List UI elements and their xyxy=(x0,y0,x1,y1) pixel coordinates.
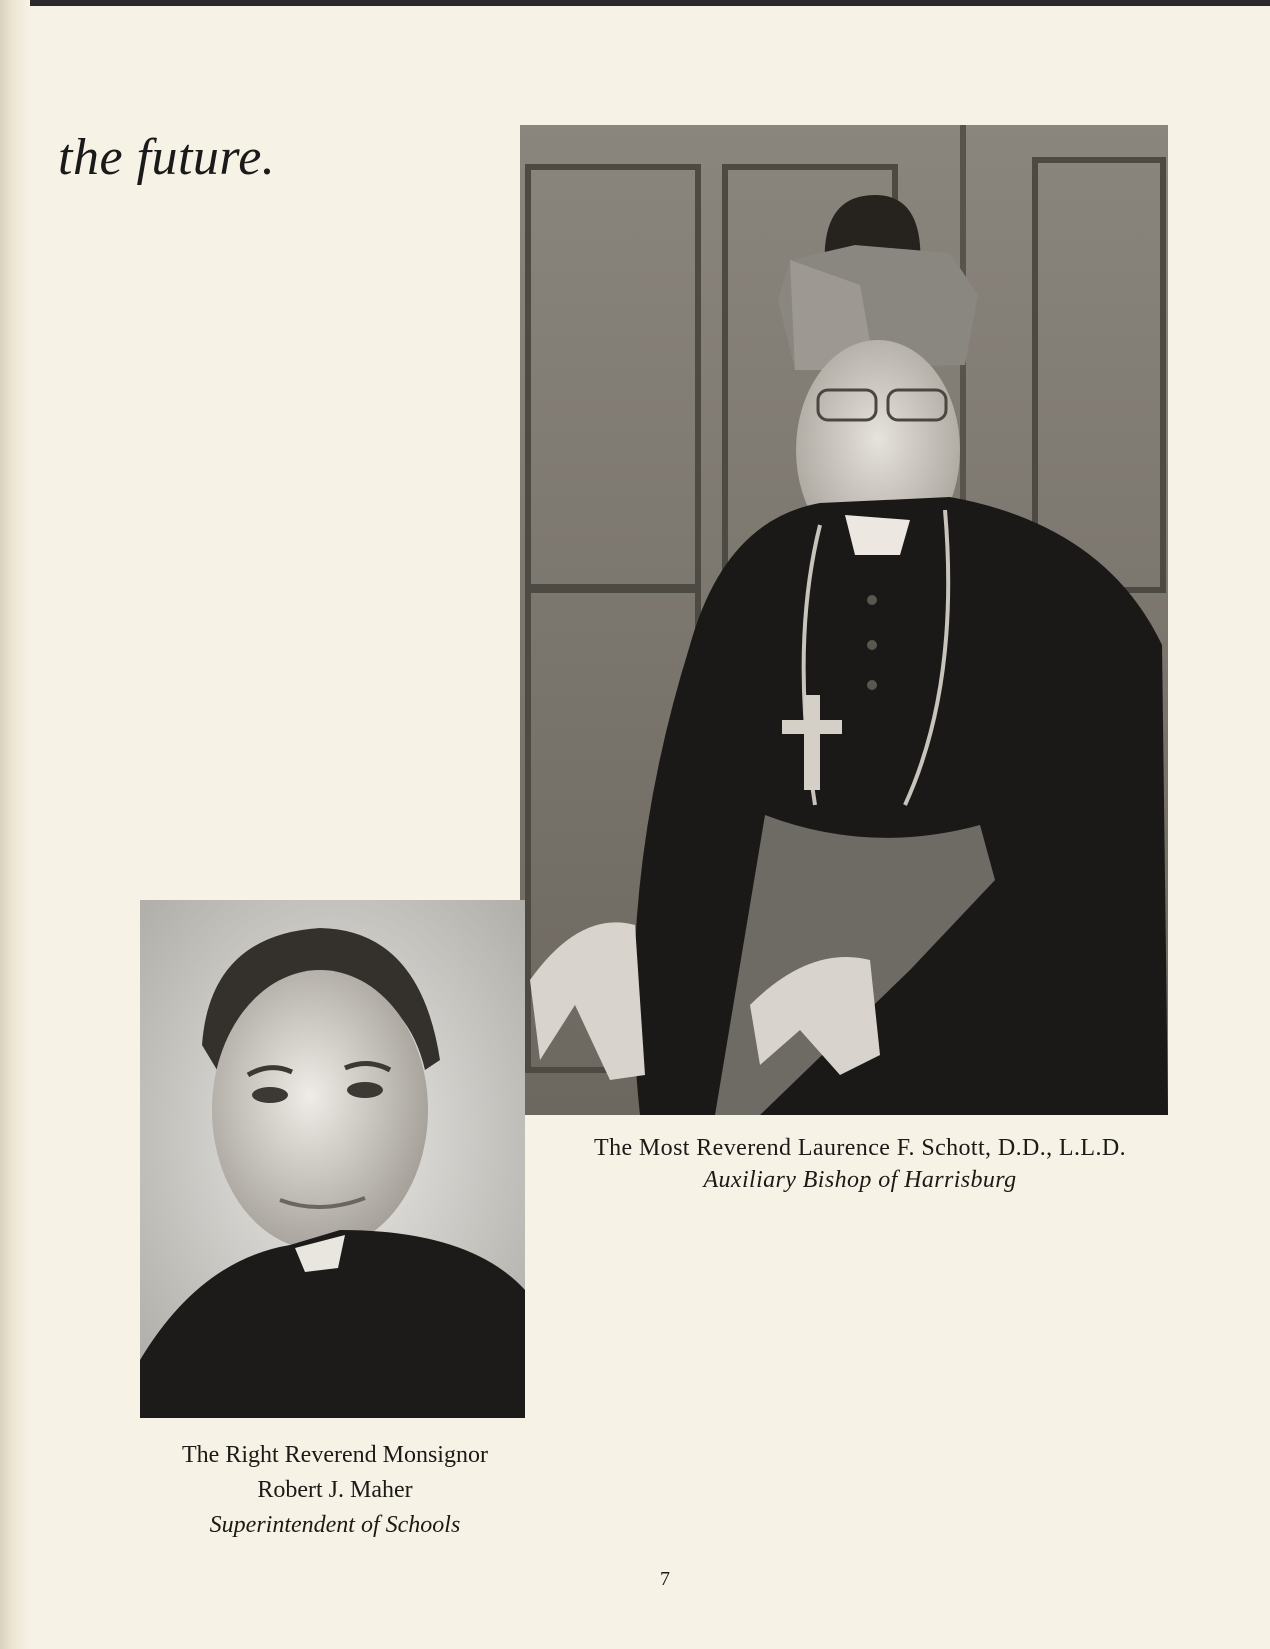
bishop-title: Auxiliary Bishop of Harrisburg xyxy=(703,1167,1017,1193)
monsignor-portrait-photo xyxy=(140,900,525,1418)
bishop-caption xyxy=(540,1132,1180,1196)
monsignor-caption xyxy=(140,1438,530,1543)
bishop-name: The Most Reverend Laurence F. Schott, D.D., L.L.D. xyxy=(594,1135,1126,1161)
monsignor-name-line2: Robert J. Maher xyxy=(257,1477,413,1503)
page-heading: the future. xyxy=(58,129,276,186)
monsignor-title: Superintendent of Schools xyxy=(209,1512,461,1538)
page-number: 7 xyxy=(660,1568,670,1590)
page-top-edge xyxy=(0,0,1270,6)
binding-gutter xyxy=(0,0,30,1649)
monsignor-name-line1: The Right Reverend Monsignor xyxy=(182,1442,488,1468)
bishop-portrait-photo xyxy=(520,125,1168,1115)
